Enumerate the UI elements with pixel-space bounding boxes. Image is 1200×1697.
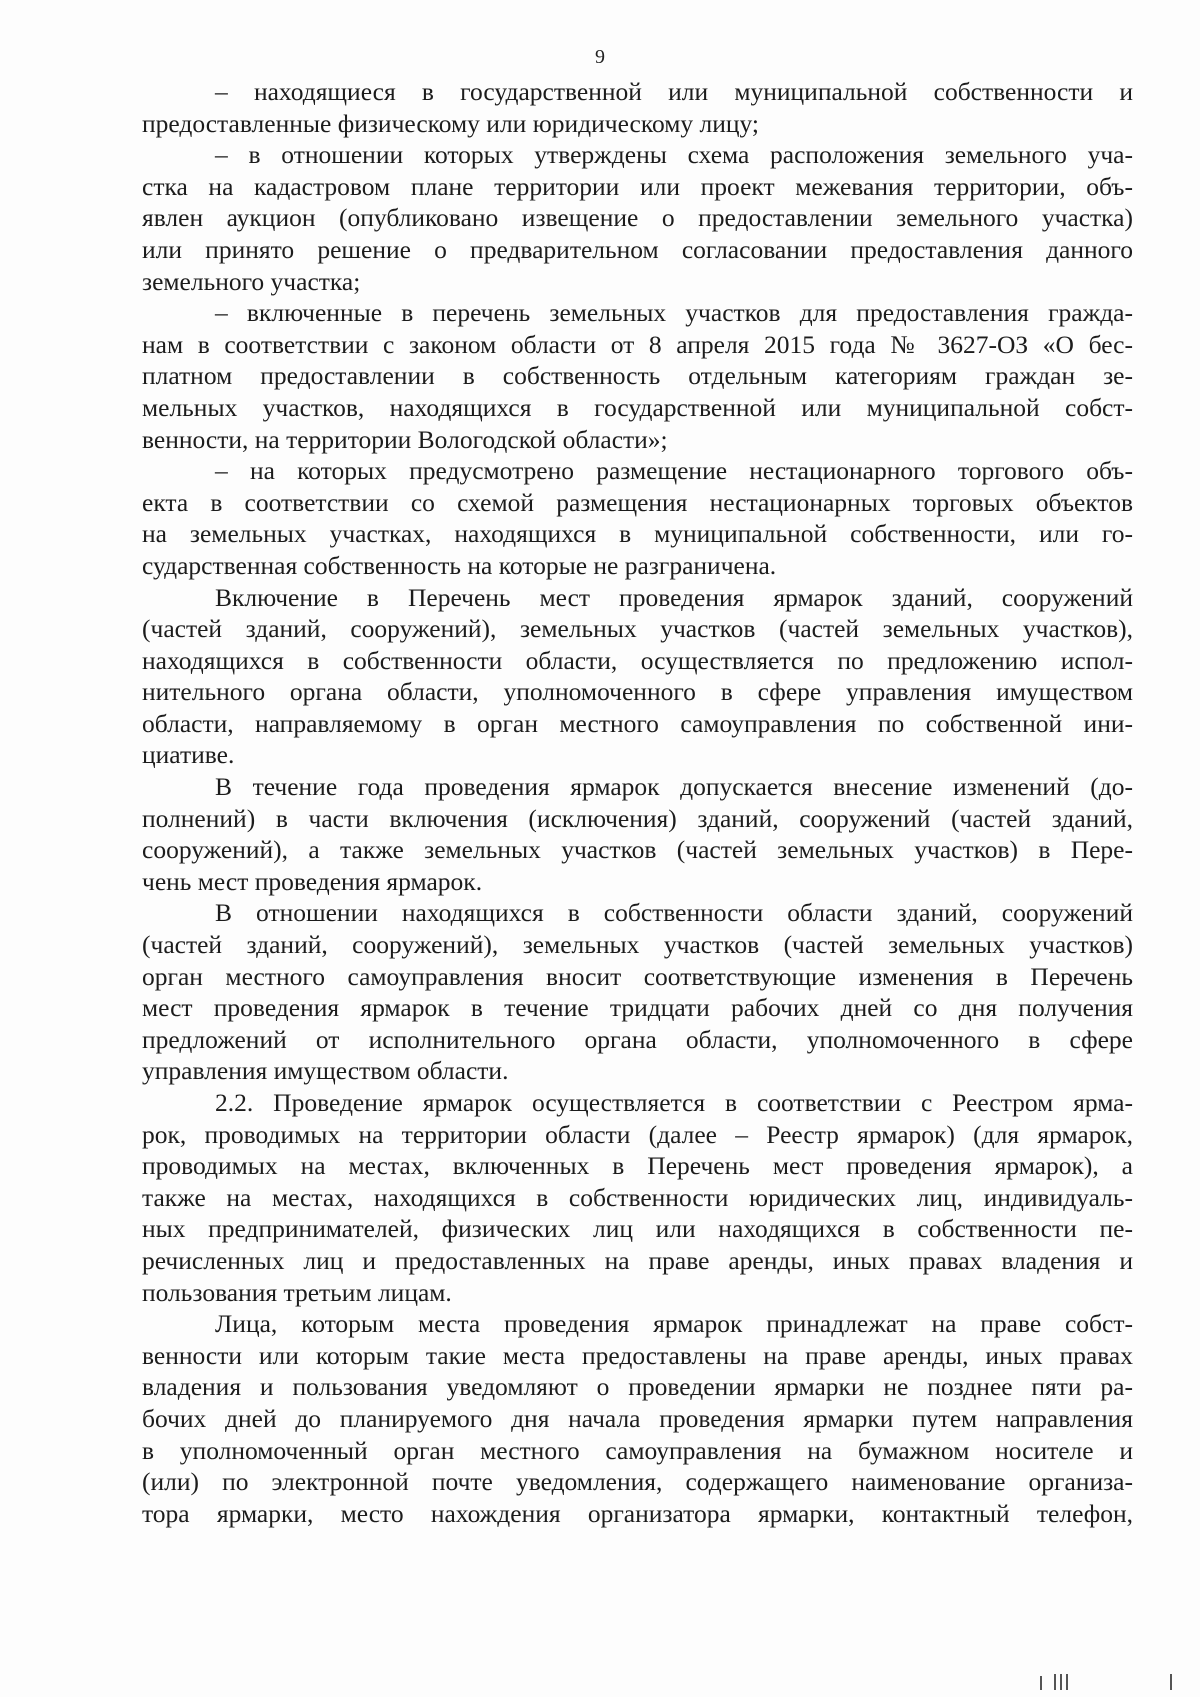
paragraph [142, 582, 1133, 772]
paragraph [142, 897, 1133, 1087]
paragraph [142, 76, 1133, 139]
text-line: бочих дней до планируемого дня начала проведения ярмарки путем направления [142, 1403, 1133, 1433]
text-line: венности, на территории Вологодской области»; [142, 424, 668, 454]
document-body [142, 76, 1133, 1529]
paragraph [142, 139, 1133, 297]
text-line: В течение года проведения ярмарок допускается внесение изменений (до- [215, 772, 1133, 802]
paragraph [142, 1308, 1133, 1529]
text-line: 2.2. Проведение ярмарок осуществляется в соответствии с Реестром ярма- [215, 1088, 1133, 1117]
text-line: речисленных лиц и предоставленных на праве аренды, иных правах владения и [142, 1245, 1133, 1275]
text-line: полнений) в части включения (исключения) зданий, сооружений (частей зданий, [142, 803, 1133, 833]
text-line: (или) по электронной почте уведомления, содержащего наименование организа- [142, 1467, 1133, 1497]
text-line: нам в соответствии с законом области от 8 апреля 2015 года № 3627-ОЗ «О бес- [142, 329, 1133, 359]
text-line: тора ярмарки, место нахождения организатора ярмарки, контактный телефон, [142, 1498, 1133, 1528]
text-line: – в отношении которых утверждены схема расположения земельного уча- [215, 140, 1133, 170]
text-line: явлен аукцион (опубликовано извещение о предоставлении земельного участка) [142, 203, 1133, 233]
paragraph [142, 297, 1133, 455]
text-line: проводимых на местах, включенных в Перечень мест проведения ярмарок), а [142, 1151, 1133, 1181]
text-line: рок, проводимых на территории области (далее – Реестр ярмарок) (для ярмарок, [142, 1119, 1133, 1149]
text-line: предоставленные физическому или юридическому лицу; [142, 108, 759, 138]
text-line: сударственная собственность на которые не разграничена. [142, 550, 777, 580]
text-line: сооружений), а также земельных участков (частей земельных участков) в Пере- [142, 835, 1133, 865]
text-line: или принято решение о предварительном согласовании предоставления данного [142, 234, 1133, 264]
text-line: екта в соответствии со схемой размещения нестационарных торговых объектов [142, 487, 1133, 517]
text-line: – на которых предусмотрено размещение нестационарного торгового объ- [215, 456, 1133, 486]
text-line: – находящиеся в государственной или муниципальной собственности и [215, 77, 1133, 106]
text-line: (частей зданий, сооружений), земельных участков (частей земельных участков), [142, 614, 1133, 644]
paragraph [142, 771, 1133, 897]
text-line: области, направляемому в орган местного самоуправления по собственной ини- [142, 708, 1133, 738]
scan-artifact-marks [1040, 1672, 1190, 1692]
paragraph [142, 455, 1133, 581]
text-line: также на местах, находящихся в собственности юридических лиц, индивидуаль- [142, 1182, 1133, 1212]
page-number: 9 [595, 46, 605, 68]
text-line: ных предпринимателей, физических лиц или находящихся в собственности пе- [142, 1214, 1133, 1244]
text-line: В отношении находящихся в собственности области зданий, сооружений [215, 898, 1133, 928]
text-line: (частей зданий, сооружений), земельных участков (частей земельных участков) [142, 930, 1133, 960]
text-line: находящихся в собственности области, осуществляется по предложению испол- [142, 645, 1133, 675]
paragraph [142, 1087, 1133, 1308]
text-line: орган местного самоуправления вносит соответствующие изменения в Перечень [142, 961, 1133, 991]
text-line: предложений от исполнительного органа области, уполномоченного в сфере [142, 1024, 1133, 1054]
text-line: в уполномоченный орган местного самоуправления на бумажном носителе и [142, 1435, 1133, 1465]
text-line: нительного органа области, уполномоченного в сфере управления имуществом [142, 677, 1133, 707]
text-line: циативе. [142, 740, 235, 770]
text-line: чень мест проведения ярмарок. [142, 866, 483, 896]
text-line: стка на кадастровом плане территории или проект межевания территории, объ- [142, 171, 1133, 201]
text-line: управления имуществом области. [142, 1056, 509, 1086]
text-line: Лица, которым места проведения ярмарок принадлежат на праве собст- [215, 1309, 1133, 1339]
text-line: платном предоставлении в собственность отдельным категориям граждан зе- [142, 361, 1133, 391]
text-line: земельного участка; [142, 266, 361, 296]
text-line: венности или которым такие места предоставлены на праве аренды, иных правах [142, 1340, 1133, 1370]
text-line: мест проведения ярмарок в течение тридцати рабочих дней со дня получения [142, 993, 1133, 1023]
text-line: мельных участков, находящихся в государственной или муниципальной собст- [142, 392, 1133, 422]
text-line: владения и пользования уведомляют о проведении ярмарки не позднее пяти ра- [142, 1372, 1133, 1402]
text-line: – включенные в перечень земельных участков для предоставления гражда- [215, 298, 1133, 328]
text-line: Включение в Перечень мест проведения ярмарок зданий, сооружений [215, 582, 1133, 612]
text-line: на земельных участках, находящихся в муниципальной собственности, или го- [142, 519, 1133, 549]
text-line: пользования третьим лицам. [142, 1277, 452, 1307]
